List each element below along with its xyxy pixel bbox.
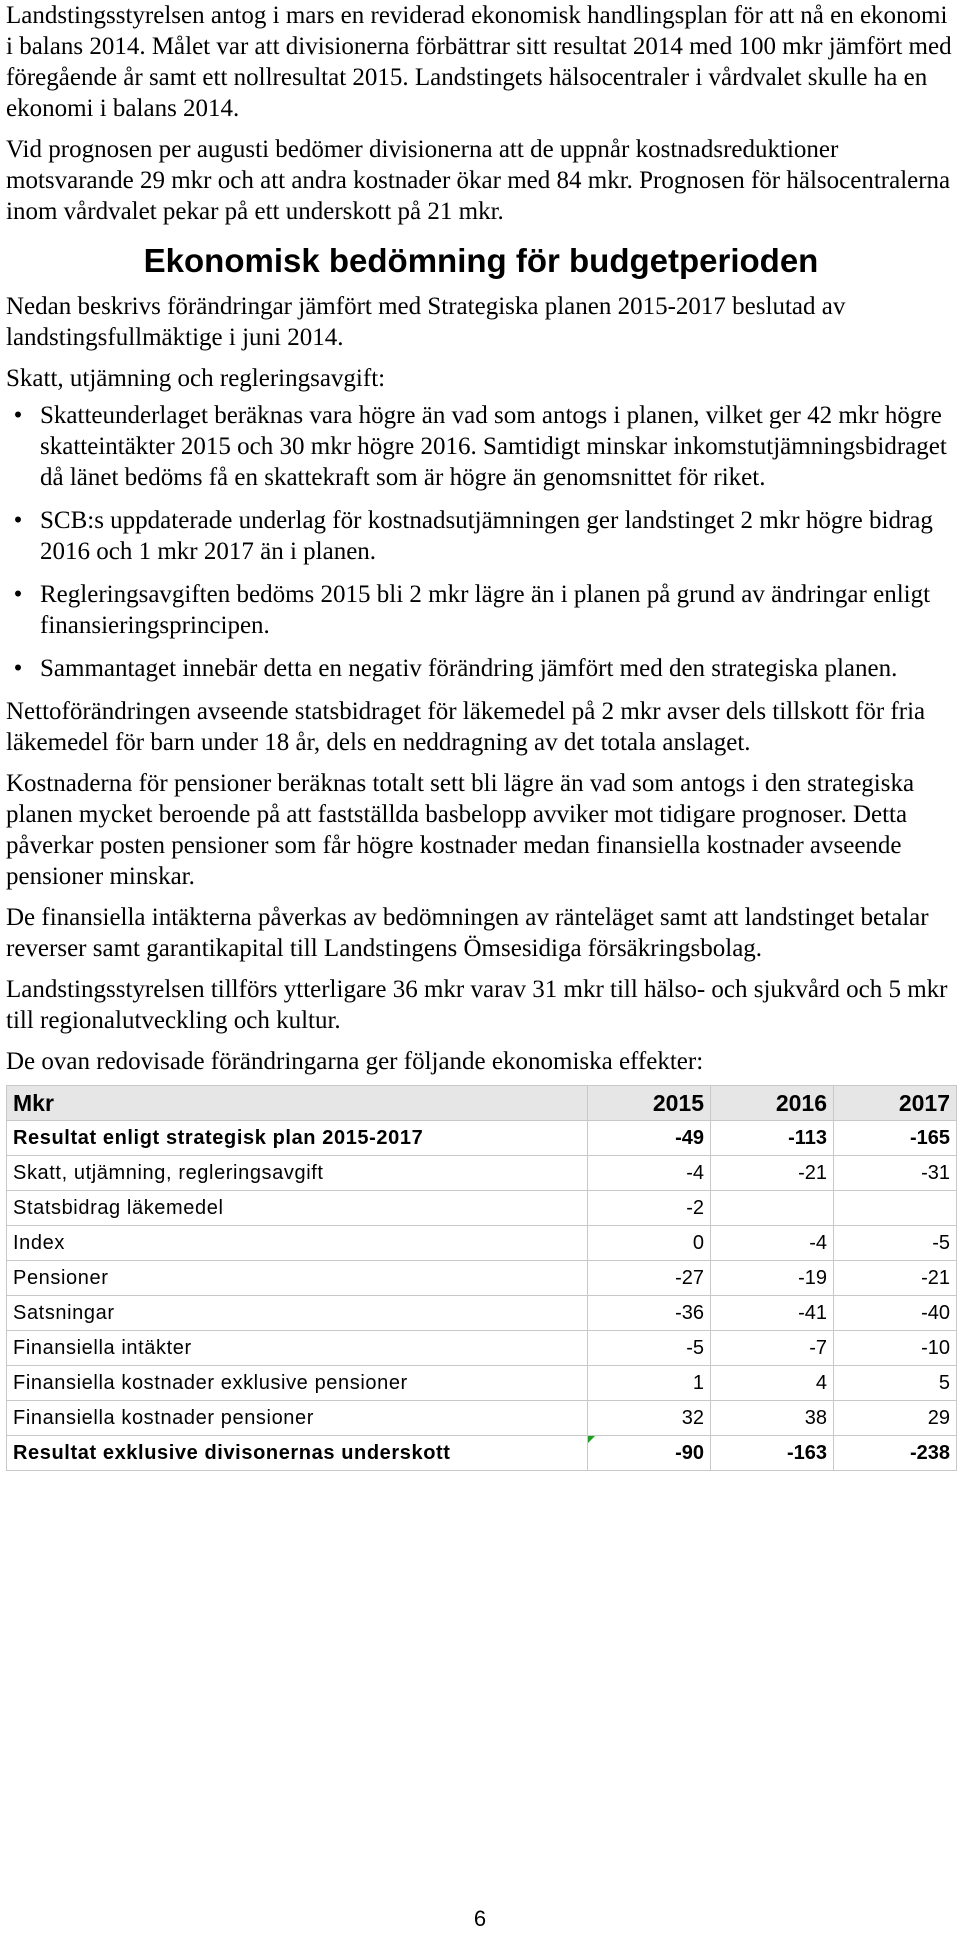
row-label: Finansiella intäkter — [7, 1331, 588, 1366]
value-2017: -31 — [834, 1156, 957, 1191]
bullet-icon: • — [13, 507, 23, 534]
table-row — [7, 1191, 957, 1226]
value-2016: -4 — [711, 1226, 834, 1261]
row-label: Finansiella kostnader exklusive pensioner — [7, 1366, 588, 1401]
value-2015: -2 — [588, 1191, 711, 1226]
value-2017: 5 — [834, 1366, 957, 1401]
row-label: Pensioner — [7, 1261, 588, 1296]
row-label: Finansiella kostnader pensioner — [7, 1401, 588, 1436]
bullet-text: Regleringsavgiften bedöms 2015 bli 2 mkr lägre än i planen på grund av ändringar enligt finansieringsprincipen. — [40, 581, 931, 639]
list-lead: Skatt, utjämning och regleringsavgift: — [6, 365, 386, 392]
bullet-text: Sammantaget innebär detta en negativ förändring jämfört med den strategiska planen. — [40, 655, 898, 682]
bullet-icon: • — [13, 402, 23, 429]
value-2016: -7 — [711, 1331, 834, 1366]
intro-paragraph-2: Vid prognosen per augusti bedömer divisionerna att de uppnår kostnadsreduktioner motsvarande 29 mkr och att andra kostnader ökar med 84 mkr. Prognosen för hälsocentralerna inom vårdvalet pekar på ett underskott på 21 mkr. — [6, 136, 951, 225]
value-2015: -49 — [588, 1121, 711, 1156]
value-2016: 4 — [711, 1366, 834, 1401]
table-row — [7, 1156, 957, 1191]
table-lead: De ovan redovisade förändringarna ger följande ekonomiska effekter: — [6, 1048, 704, 1075]
value-2016: -113 — [711, 1121, 834, 1156]
value-2017: -10 — [834, 1331, 957, 1366]
bullet-icon: • — [13, 581, 23, 608]
table-row — [7, 1296, 957, 1331]
bullet-item — [6, 400, 956, 493]
table-row — [7, 1261, 957, 1296]
value-2016: 38 — [711, 1401, 834, 1436]
value-2017: -40 — [834, 1296, 957, 1331]
value-2016: -163 — [711, 1436, 834, 1471]
value-2017: -165 — [834, 1121, 957, 1156]
value-2015: -90 — [588, 1436, 711, 1471]
value-2017 — [834, 1191, 957, 1226]
bullet-text: SCB:s uppdaterade underlag för kostnadsutjämningen ger landstinget 2 mkr högre bidrag 2016 och 1 mkr 2017 än i planen. — [40, 507, 933, 565]
section-heading: Ekonomisk bedömning för budgetperioden — [143, 242, 819, 279]
body-paragraph: Kostnaderna för pensioner beräknas totalt sett bli lägre än vad som antogs i den strategiska planen mycket beroende på att fastställda basbelopp avviker mot tidigare prognoser. Detta påverkar posten pensioner som får högre kostnader medan finansiella kostnader avseende pensioner minskar. — [6, 770, 915, 890]
bullet-icon: • — [13, 655, 23, 682]
body-paragraph: Landstingsstyrelsen tillförs ytterligare 36 mkr varav 31 mkr till hälso- och sjukvård och 5 mkr till regionalutveckling och kultur. — [6, 976, 948, 1034]
header-2015: 2015 — [588, 1086, 711, 1121]
row-label: Satsningar — [7, 1296, 588, 1331]
bullet-item — [6, 505, 956, 567]
value-2015: -27 — [588, 1261, 711, 1296]
intro-paragraph-1: Landstingsstyrelsen antog i mars en reviderad ekonomisk handlingsplan för att nå en ekonomi i balans 2014. Målet var att divisionerna förbättrar sitt resultat 2014 med 100 mkr jämfört med föregående år samt ett nollresultat 2015. Landstingets hälsocentraler i vårdvalet skulle ha en ekonomi i balans 2014. — [6, 2, 952, 122]
bullet-item — [6, 653, 956, 684]
body-paragraph: Nettoförändringen avseende statsbidraget för läkemedel på 2 mkr avser dels tillskott för fria läkemedel för barn under 18 år, dels en neddragning av det totala anslaget. — [6, 698, 926, 756]
value-2017: 29 — [834, 1401, 957, 1436]
bullet-list — [6, 400, 956, 684]
table-row — [7, 1401, 957, 1436]
value-2015: -5 — [588, 1331, 711, 1366]
header-mkr: Mkr — [7, 1086, 588, 1121]
table-row — [7, 1366, 957, 1401]
value-2017: -5 — [834, 1226, 957, 1261]
table-row — [7, 1436, 957, 1471]
value-2015: 1 — [588, 1366, 711, 1401]
value-2017: -238 — [834, 1436, 957, 1471]
row-label: Statsbidrag läkemedel — [7, 1191, 588, 1226]
row-label: Resultat exklusive divisonernas underskott — [7, 1436, 588, 1471]
value-2016: -21 — [711, 1156, 834, 1191]
value-2017: -21 — [834, 1261, 957, 1296]
value-2016 — [711, 1191, 834, 1226]
row-label: Resultat enligt strategisk plan 2015-2017 — [7, 1121, 588, 1156]
row-label: Skatt, utjämning, regleringsavgift — [7, 1156, 588, 1191]
economic-effects-table — [6, 1085, 957, 1471]
header-2017: 2017 — [834, 1086, 957, 1121]
table-row — [7, 1331, 957, 1366]
value-2015: 0 — [588, 1226, 711, 1261]
header-2016: 2016 — [711, 1086, 834, 1121]
document-page — [6, 0, 956, 1471]
table-row — [7, 1226, 957, 1261]
section-intro: Nedan beskrivs förändringar jämfört med Strategiska planen 2015-2017 beslutad av landstingsfullmäktige i juni 2014. — [6, 293, 846, 351]
bullet-item — [6, 579, 956, 641]
table-row — [7, 1121, 957, 1156]
body-paragraph: De finansiella intäkterna påverkas av bedömningen av ränteläget samt att landstinget betalar reverser samt garantikapital till Landstingens Ömsesidiga försäkringsbolag. — [6, 904, 929, 962]
value-2015: -4 — [588, 1156, 711, 1191]
page-number: 6 — [473, 1906, 487, 1931]
value-2015: 32 — [588, 1401, 711, 1436]
value-2015: -36 — [588, 1296, 711, 1331]
value-2016: -41 — [711, 1296, 834, 1331]
bullet-text: Skatteunderlaget beräknas vara högre än vad som antogs i planen, vilket ger 42 mkr högre skatteintäkter 2015 och 30 mkr högre 2016. Samtidigt minskar inkomstutjämningsbidraget då länet bedöms få en skattekraft som är högre än genomsnittet för riket. — [40, 402, 947, 491]
table-header-row — [7, 1086, 957, 1121]
value-2016: -19 — [711, 1261, 834, 1296]
row-label: Index — [7, 1226, 588, 1261]
